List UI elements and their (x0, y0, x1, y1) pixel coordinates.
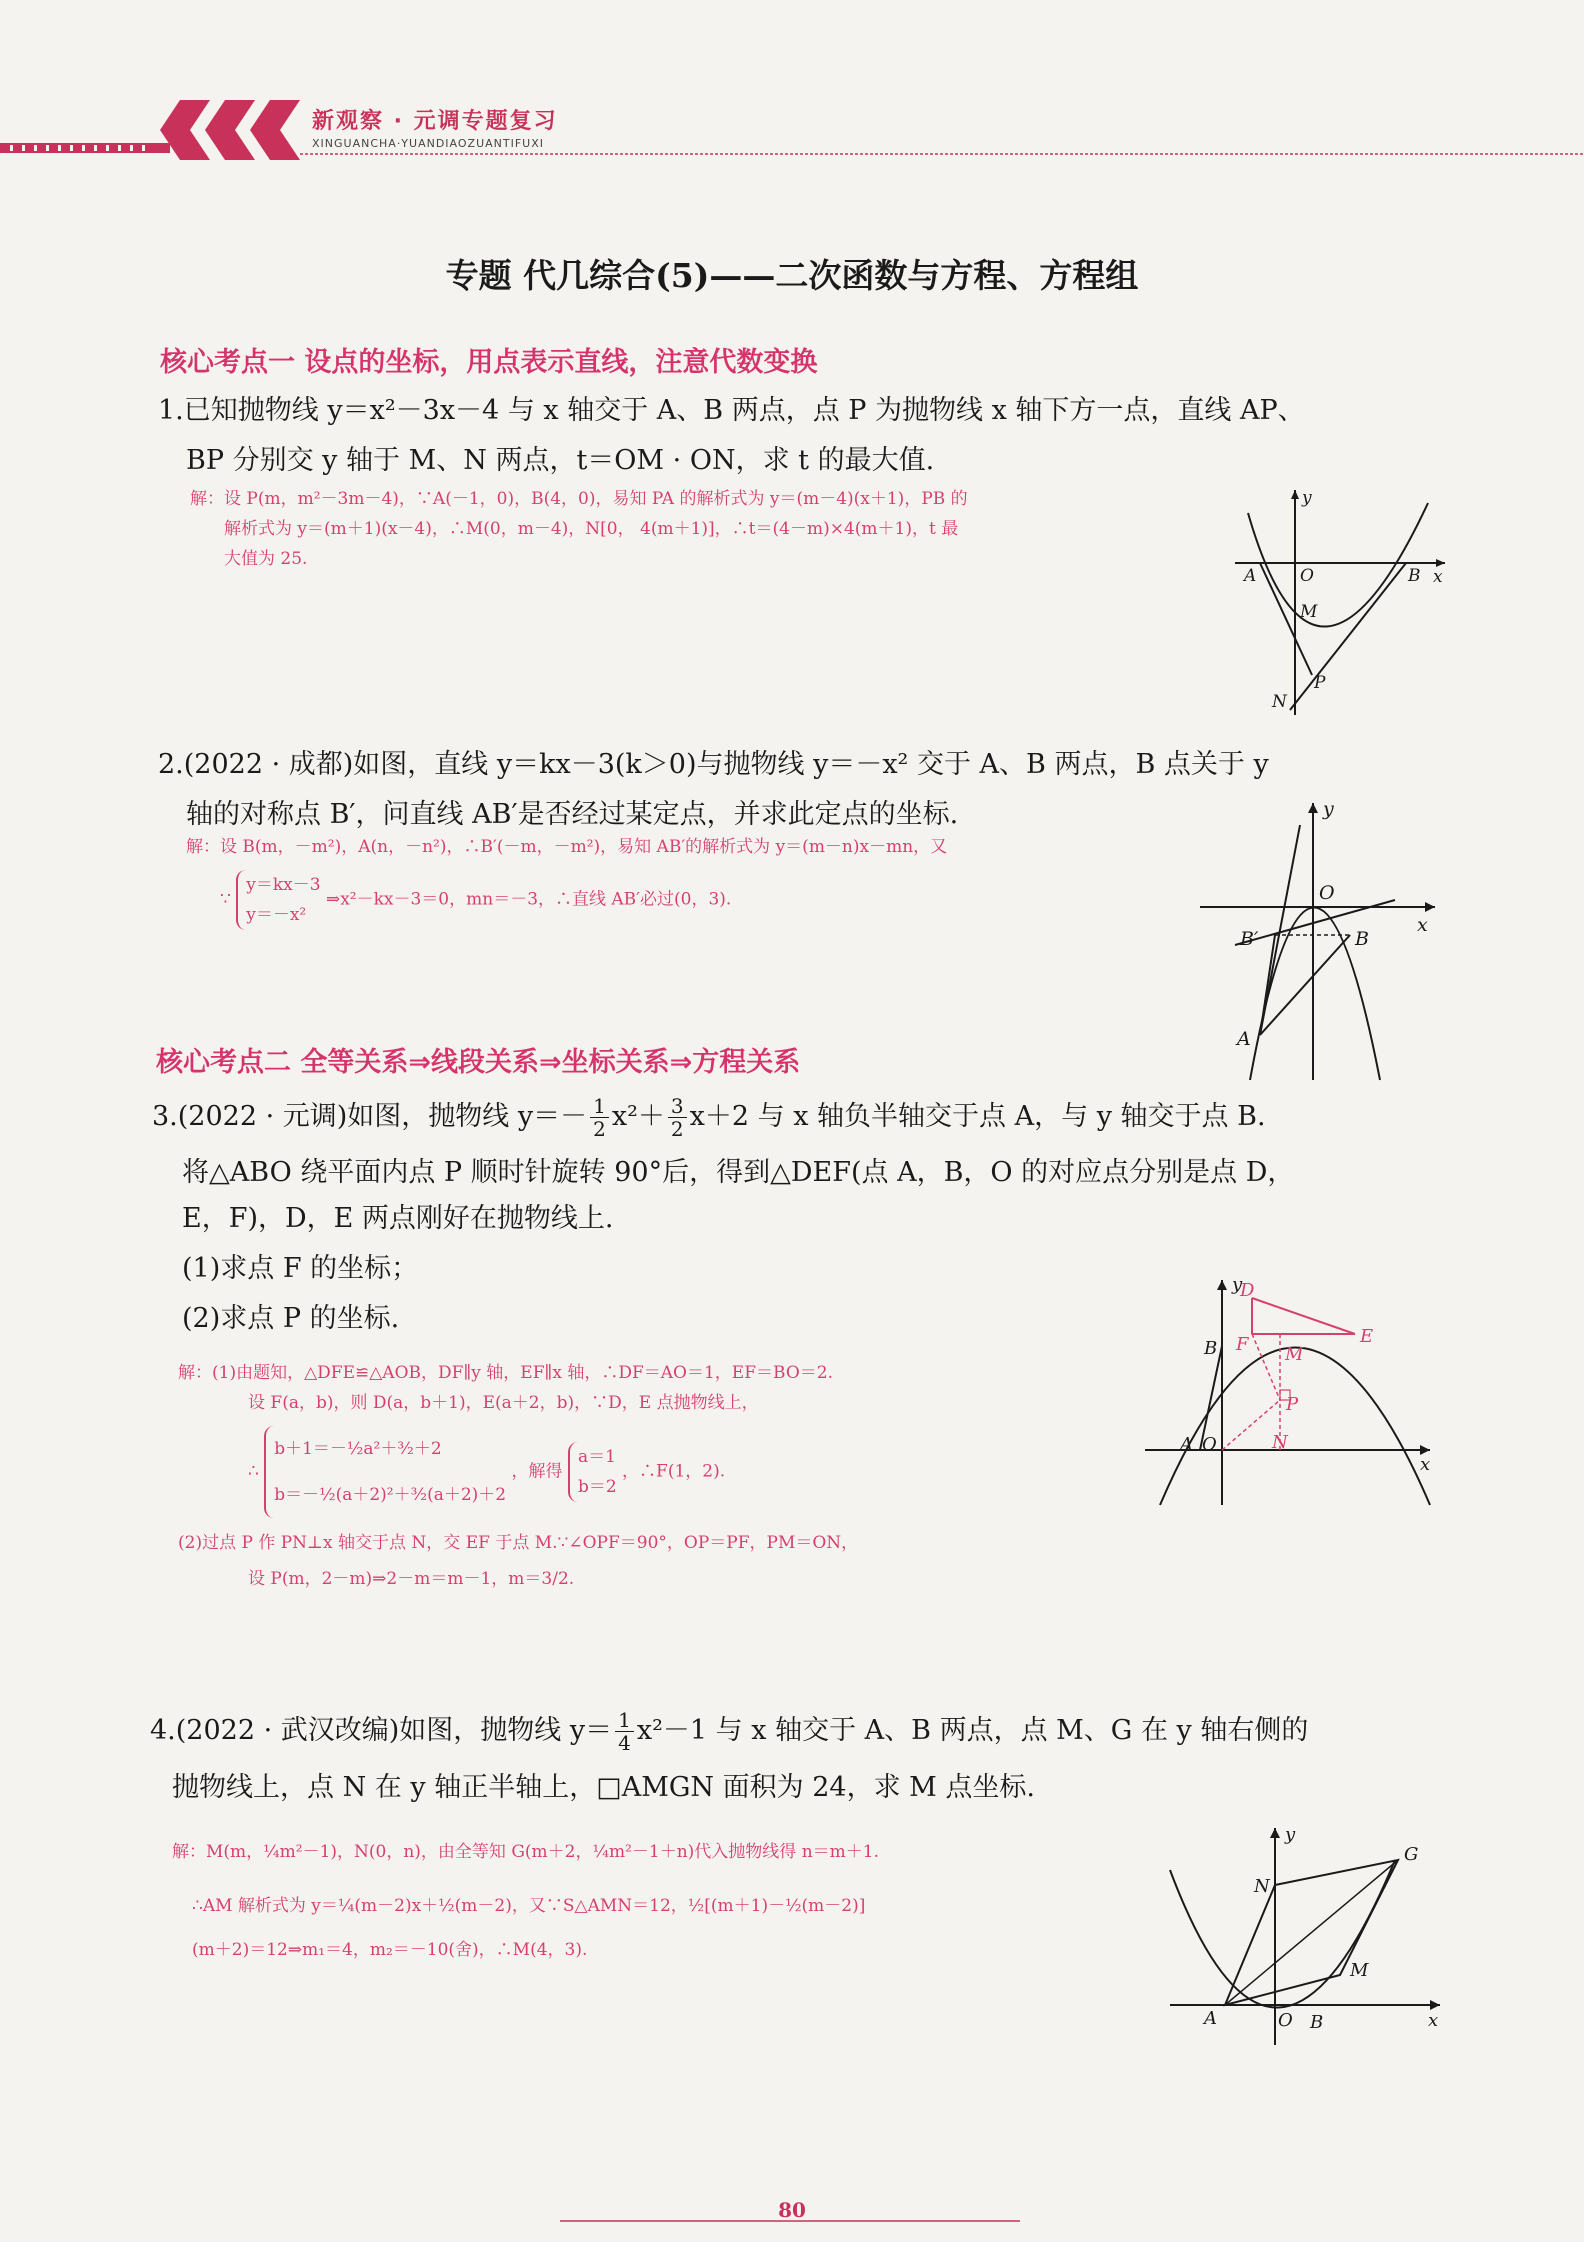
solution-line: 设 F(a，b)，则 D(a，b＋1)，E(a＋2，b)，∵D，E 点抛物线上， (248, 1393, 759, 1413)
solution-line: (2)过点 P 作 PN⊥x 轴交于点 N，交 EF 于点 M.∵∠OPF＝90°，OP＝PF，PM＝ON， (178, 1533, 859, 1553)
question-3-solution (178, 1358, 1188, 1594)
fig2-point-bprime: B′ (1240, 928, 1259, 950)
fig4-y-label: y (1285, 1824, 1296, 1845)
question-2-figure (1195, 795, 1445, 1085)
solution-line: ，∴F(1，2). (622, 1461, 726, 1482)
header-subtitle: XINGUANCHA·YUANDIAOZUANTIFUXI (312, 137, 545, 150)
solution-result-system: a＝1 b＝2 (568, 1442, 617, 1502)
solution-line: 解：(1)由题知，△DFE≌△AOB，DF∥y 轴，EF∥x 轴，∴DF＝AO＝1，EF＝BO＝2. (178, 1363, 833, 1383)
question-2-solution (186, 832, 1186, 930)
solution-line: ，解得 (511, 1461, 563, 1482)
solution-because: ∵ (220, 889, 231, 910)
fraction: $\frac{1}{2}$ (590, 1095, 609, 1140)
solution-therefore: ∴ (248, 1461, 259, 1482)
fraction: $\frac{3}{2}$ (668, 1095, 687, 1140)
question-1 (158, 386, 1458, 486)
fig1-point-p: P (1314, 673, 1326, 693)
system-eq-2: b＝－½(a＋2)²＋³⁄₂(a＋2)＋2 (274, 1485, 507, 1505)
fig4-point-n: N (1254, 1876, 1270, 1897)
document-title: 专题 代几综合(5)——二次函数与方程、方程组 (445, 256, 1139, 295)
solution-line: 解析式为 y＝(m＋1)(x－4)，∴M(0，m－4)，N[0， 4(m＋1)]，∴t＝(4－m)×4(m＋1)，t 最 (224, 519, 959, 539)
fig3-point-d: D (1240, 1280, 1255, 1301)
fig4-point-a: A (1204, 2008, 1217, 2029)
question-1-solution (190, 484, 1200, 574)
fig3-point-p: P (1286, 1394, 1299, 1415)
solution-line: (m＋2)＝12⇒m₁＝4，m₂＝－10(舍)，∴M(4，3). (192, 1940, 588, 1960)
fig3-point-b: B (1204, 1338, 1218, 1359)
solution-system (236, 870, 320, 930)
key-point-1: 核心考点一 设点的坐标，用点表示直线，注意代数变换 (160, 347, 818, 378)
fig3-point-n: N (1272, 1432, 1288, 1453)
fig3-y-label: y (1232, 1274, 1243, 1295)
question-4-line-1: 4.(2022 · 武汉改编)如图，抛物线 y＝ $\frac{1}{4}$ x²－1 与 x 轴交于 A、B 两点，点 M、G 在 y 轴右侧的 (150, 1708, 1309, 1755)
fig1-point-b: B (1408, 566, 1421, 586)
question-1-line-2: BP 分别交 y 轴于 M、N 两点，t＝OM · ON，求 t 的最大值. (186, 445, 935, 476)
system-eq-1: b＋1＝－½a²＋³⁄₂＋2 (274, 1439, 442, 1459)
fig1-point-o: O (1300, 566, 1314, 586)
solution-line: 解：设 B(m，－m²)，A(n，－n²)，∴B′(－m，－m²)，易知 AB′的解析式为 y＝(m－n)x－mn，又 (186, 837, 948, 857)
key-point-2: 核心考点二 全等关系⇒线段关系⇒坐标关系⇒方程关系 (156, 1047, 801, 1078)
page-number: 80 (778, 2198, 806, 2222)
question-4-figure (1160, 1820, 1450, 2050)
fig1-x-label: x (1433, 567, 1443, 587)
question-1-figure (1230, 485, 1450, 720)
fraction: $\frac{1}{4}$ (615, 1709, 634, 1754)
fig2-point-b: B (1355, 928, 1369, 950)
fig2-x-label: x (1417, 914, 1428, 936)
fig4-point-g: G (1404, 1844, 1419, 1865)
header-title: 新观察 · 元调专题复习 (312, 109, 558, 134)
question-2-line-1: 2.(2022 · 成都)如图，直线 y＝kx－3(k＞0)与抛物线 y＝－x² 交于 A、B 两点，B 点关于 y (158, 749, 1269, 780)
fig3-point-f: F (1236, 1334, 1249, 1355)
solution-line: 解：设 P(m，m²－3m－4)，∵A(－1，0)，B(4，0)，易知 PA 的解析式为 y＝(m－4)(x＋1)，PB 的 (190, 489, 968, 509)
question-3-line-2: 将△ABO 绕平面内点 P 顺时针旋转 90°后，得到△DEF(点 A，B，O 的对应点分别是点 D， (182, 1157, 1295, 1188)
system-eq-2: y＝－x² (246, 905, 307, 925)
fig2-point-o: O (1319, 882, 1335, 904)
solution-line: 解：M(m，¼m²－1)，N(0，n)，由全等知 G(m＋2，¼m²－1＋n)代入抛物线得 n＝m＋1. (172, 1842, 879, 1862)
fig3-x-label: x (1420, 1454, 1431, 1475)
solution-line: 设 P(m，2－m)⇒2－m＝m－1，m＝3/2. (248, 1569, 575, 1589)
question-3-figure (1140, 1270, 1440, 1510)
fig1-y-label: y (1302, 488, 1312, 508)
question-4-line-2: 抛物线上，点 N 在 y 轴正半轴上，□AMGN 面积为 24，求 M 点坐标. (172, 1772, 1035, 1803)
question-3-line-1: 3.(2022 · 元调)如图，抛物线 y＝－ $\frac{1}{2}$ x²＋ $\frac{3}{2}$ x＋2 与 x 轴负半轴交于点 A，与 y 轴交于点 B. (152, 1094, 1266, 1141)
header-chevrons-icon (160, 100, 320, 160)
fig1-point-n: N (1272, 692, 1287, 712)
question-3-part-1: (1)求点 F 的坐标； (182, 1253, 419, 1284)
fig1-point-a: A (1244, 566, 1257, 586)
solution-line: ∴AM 解析式为 y＝¼(m－2)x＋½(m－2)，又∵S△AMN＝12，½[(m＋1)－½(m－2)] (192, 1896, 866, 1916)
fig2-y-label: y (1323, 798, 1334, 820)
fig4-point-b: B (1310, 2012, 1324, 2033)
solution-line: ⇒x²－kx－3＝0，mn＝－3，∴直线 AB′必过(0，3). (325, 889, 732, 910)
question-4-solution (172, 1830, 1192, 1972)
fig4-point-o: O (1278, 2010, 1293, 2031)
fig2-point-a: A (1237, 1028, 1251, 1050)
question-2-line-2: 轴的对称点 B′，问直线 AB′是否经过某定点，并求此定点的坐标. (186, 799, 959, 830)
fig3-point-e: E (1360, 1326, 1374, 1347)
fig1-point-m: M (1300, 602, 1318, 622)
question-3-part-2: (2)求点 P 的坐标. (182, 1303, 400, 1334)
question-1-line-1: 1.已知抛物线 y＝x²－3x－4 与 x 轴交于 A、B 两点，点 P 为抛物线 x 轴下方一点，直线 AP、 (158, 395, 1305, 426)
system-eq-1: y＝kx－3 (246, 875, 321, 895)
fig3-point-m: M (1285, 1344, 1304, 1365)
fig4-point-m: M (1350, 1960, 1369, 1981)
question-4 (150, 1706, 1480, 1820)
fig4-x-label: x (1428, 2010, 1439, 2031)
question-3-line-3: E，F)，D，E 两点刚好在抛物线上. (182, 1203, 614, 1234)
fig3-point-o: O (1202, 1434, 1217, 1455)
solution-system (264, 1426, 506, 1518)
solution-line: 大值为 25. (224, 549, 308, 569)
fig3-point-a: A (1180, 1434, 1193, 1455)
